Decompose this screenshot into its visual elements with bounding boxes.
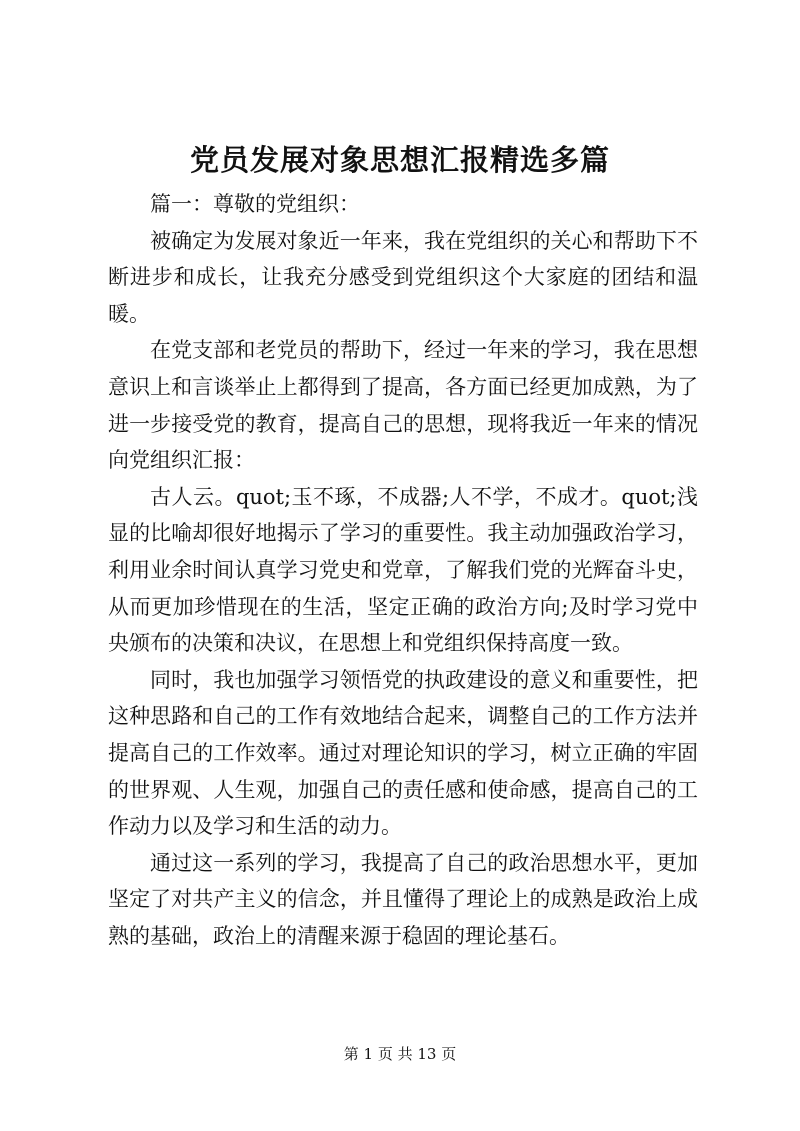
paragraph-5: 通过这一系列的学习，我提高了自己的政治思想水平，更加坚定了对共产主义的信念，并且懂得了理论上的成熟是政治上成熟的基础，政治上的清醒来源于稳固的理论基石。 — [108, 850, 698, 948]
document-title: 党员发展对象思想汇报精选多篇 — [189, 143, 610, 177]
paragraph-4: 同时，我也加强学习领悟党的执政建设的意义和重要性，把这种思路和自己的工作有效地结合起来，调整自己的工作方法并提高自己的工作效率。通过对理论知识的学习，树立正确的牢固的世界观、人生观，加强自己的责任感和使命感，提高自己的工作动力以及学习和生活的动力。 — [108, 667, 698, 839]
paragraph-salutation: 篇一：尊敬的党组织： — [150, 192, 360, 216]
page-number-footer: 第 1 页 共 13 页 — [343, 1045, 457, 1063]
document-body — [108, 186, 698, 954]
paragraph-3: 古人云。quot;玉不琢，不成器;人不学，不成才。quot;浅显的比喻却很好地揭示了学习的重要性。我主动加强政治学习，利用业余时间认真学习党史和党章，了解我们党的光辉奋斗史，从而更加珍惜现在的生活，坚定正确的政治方向;及时学习党中央颁布的决策和决议，在思想上和党组织保持高度一致。 — [108, 484, 698, 656]
paragraph-2: 在党支部和老党员的帮助下，经过一年来的学习，我在思想意识上和言谈举止上都得到了提高，各方面已经更加成熟，为了进一步接受党的教育，提高自己的思想，现将我近一年来的情况向党组织汇报： — [108, 338, 698, 473]
paragraph-1: 被确定为发展对象近一年来，我在党组织的关心和帮助下不断进步和成长，让我充分感受到党组织这个大家庭的团结和温暖。 — [108, 228, 698, 326]
